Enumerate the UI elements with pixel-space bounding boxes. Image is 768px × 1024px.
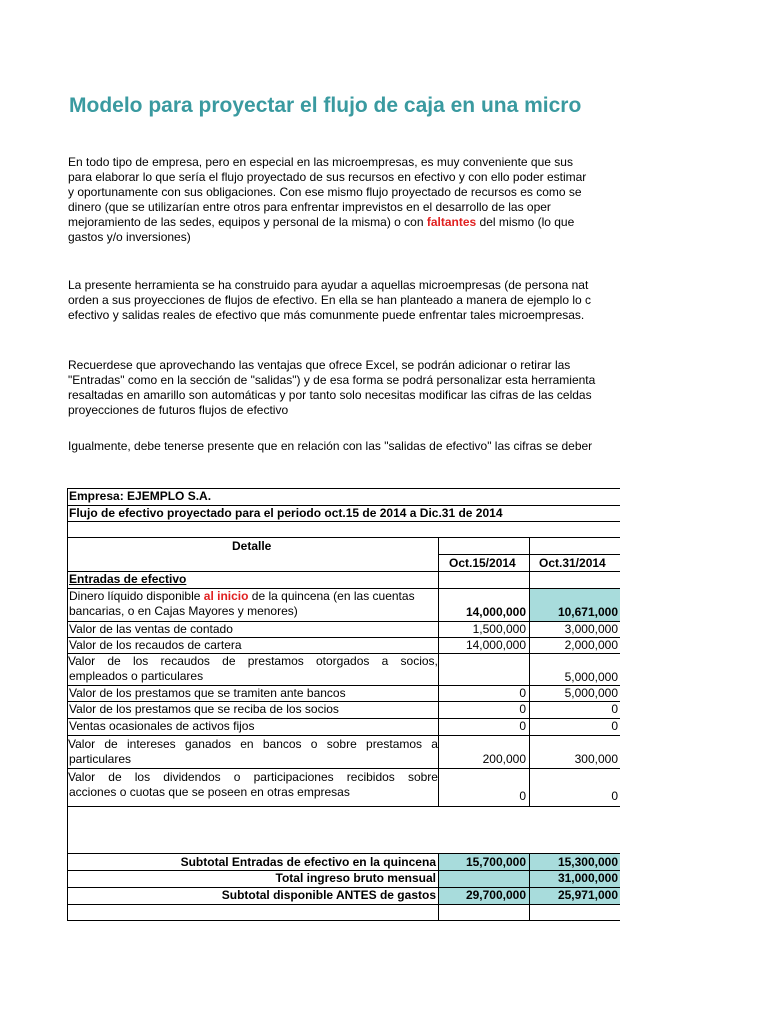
value-cell: 15,300,000: [557, 855, 618, 869]
value-cell: 2,000,000: [564, 638, 618, 652]
paragraph-line: Recuerdese que aprovechando las ventajas que ofrece Excel, se podrán adicionar o retirar las: [68, 358, 571, 372]
note-paragraph: [68, 439, 620, 454]
subtotal-entradas-label: Subtotal Entradas de efectivo en la quincena: [180, 855, 436, 869]
row-label: Valor de los prestamos que se tramiten ante bancos: [69, 686, 346, 700]
total-ingreso-label: Total ingreso bruto mensual: [275, 871, 436, 885]
row-label: Valor de las ventas de contado: [69, 622, 233, 636]
page-title: Modelo para proyectar el flujo de caja en una micro: [69, 94, 582, 117]
value-cell: 14,000,000: [465, 605, 526, 619]
value-cell: 29,700,000: [465, 888, 526, 902]
value-cell: 0: [519, 686, 526, 700]
row-label: Dinero líquido disponible al inicio de la quincena (en las cuentas: [69, 589, 415, 603]
subtotal-disponible-label: Subtotal disponible ANTES de gastos: [221, 888, 436, 902]
column-header-oct31: Oct.31/2014: [539, 556, 606, 570]
faltantes-emphasis: faltantes: [426, 215, 477, 229]
intro-paragraph: [68, 155, 620, 245]
grid-line: [67, 735, 620, 736]
row-label: bancarias, o en Cajas Mayores y menores): [69, 604, 298, 618]
paragraph-line: resaltadas en amarillo son automáticas y por tanto solo necesitas modificar las cifras de las celdas: [68, 388, 592, 402]
grid-line: [67, 768, 620, 769]
value-cell: 0: [519, 789, 526, 803]
excel-tips-paragraph: [68, 358, 620, 418]
period-title: Flujo de efectivo proyectado para el periodo oct.15 de 2014 a Dic.31 de 2014: [69, 506, 503, 520]
paragraph-line: para elaborar lo que sería el flujo proyectado de sus recursos en efectivo y con ello poder estimar: [68, 170, 587, 184]
paragraph-line: Igualmente, debe tenerse presente que en relación con las "salidas de efectivo" las cifras se deber: [68, 439, 593, 453]
highlight-cell: [438, 870, 529, 887]
paragraph-line-mixed: mejoramiento de las sedes, equipos y personal de la misma) o con faltantes del mismo (lo que: [68, 215, 575, 229]
tool-description-paragraph: [68, 278, 620, 323]
value-cell: 15,700,000: [465, 855, 526, 869]
grid-line: [438, 853, 439, 920]
paragraph-line: dinero (que se utilizarían entre otros para enfrentar imprevistos en el desarrollo de las oper: [68, 200, 551, 214]
row-label: empleados o particulares: [69, 669, 204, 683]
paragraph-line: "Entradas" como en la sección de "salidas") y de esa forma se podrá personalizar esta herramienta: [68, 373, 596, 387]
value-cell: 0: [611, 702, 618, 716]
row-label: Ventas ocasionales de activos fijos: [69, 719, 255, 733]
value-cell: 25,971,000: [557, 888, 618, 902]
paragraph-line: En todo tipo de empresa, pero en especial en las microempresas, es muy conveniente que sus: [68, 155, 573, 169]
row-label: Valor de intereses ganados en bancos o sobre prestamos a: [68, 737, 438, 751]
row-label: particulares: [69, 752, 132, 766]
value-cell: 0: [519, 702, 526, 716]
value-cell: 3,000,000: [564, 622, 618, 636]
grid-line: [67, 537, 620, 538]
row-label: Valor de los dividendos o participaciones recibidos sobre: [68, 770, 438, 784]
section-entradas-title: Entradas de efectivo: [69, 572, 187, 586]
company-name: Empresa: EJEMPLO S.A.: [69, 489, 212, 503]
value-cell: 300,000: [574, 752, 618, 766]
detail-header: Detalle: [232, 539, 272, 553]
paragraph-line: proyecciones de futuros flujos de efectivo: [68, 403, 289, 417]
value-cell: 1,500,000: [472, 622, 526, 636]
column-header-oct15: Oct.15/2014: [449, 556, 516, 570]
al-inicio-emphasis: al inicio: [203, 589, 249, 603]
row-label: Valor de los recaudos de prestamos otorgados a socios,: [68, 654, 438, 668]
row-label: acciones o cuotas que se poseen en otras empresas: [69, 785, 350, 799]
value-cell: 14,000,000: [465, 638, 526, 652]
paragraph-line: efectivo y salidas reales de efectivo que más comunmente puede enfrentar tales microempresas.: [68, 308, 585, 322]
grid-line: [67, 806, 620, 807]
paragraph-line: gastos y/o inversiones): [68, 230, 191, 244]
grid-line: [438, 537, 439, 806]
grid-line: [67, 920, 620, 921]
grid-line: [67, 853, 620, 854]
paragraph-line: La presente herramienta se ha construido para ayudar a aquellas microempresas (de persona nat: [68, 278, 589, 292]
row-label: Valor de los recaudos de cartera: [69, 638, 242, 652]
value-cell: 5,000,000: [564, 686, 618, 700]
value-cell: 5,000,000: [564, 670, 618, 684]
paragraph-line: y oportunamente con sus obligaciones. Con ese mismo flujo proyectado de recursos es como se: [68, 185, 582, 199]
row-label: Valor de los prestamos que se reciba de los socios: [69, 702, 339, 716]
value-cell: 0: [519, 719, 526, 733]
value-cell: 200,000: [482, 752, 526, 766]
value-cell: 0: [611, 789, 618, 803]
paragraph-line: orden a sus proyecciones de flujos de efectivo. En ella se han planteado a manera de ejemplo lo c: [68, 293, 591, 307]
value-cell: 0: [611, 719, 618, 733]
grid-line: [67, 521, 620, 522]
grid-line: [67, 904, 620, 905]
grid-line: [67, 488, 68, 921]
value-cell: 31,000,000: [557, 871, 618, 885]
value-cell: 10,671,000: [557, 605, 618, 619]
